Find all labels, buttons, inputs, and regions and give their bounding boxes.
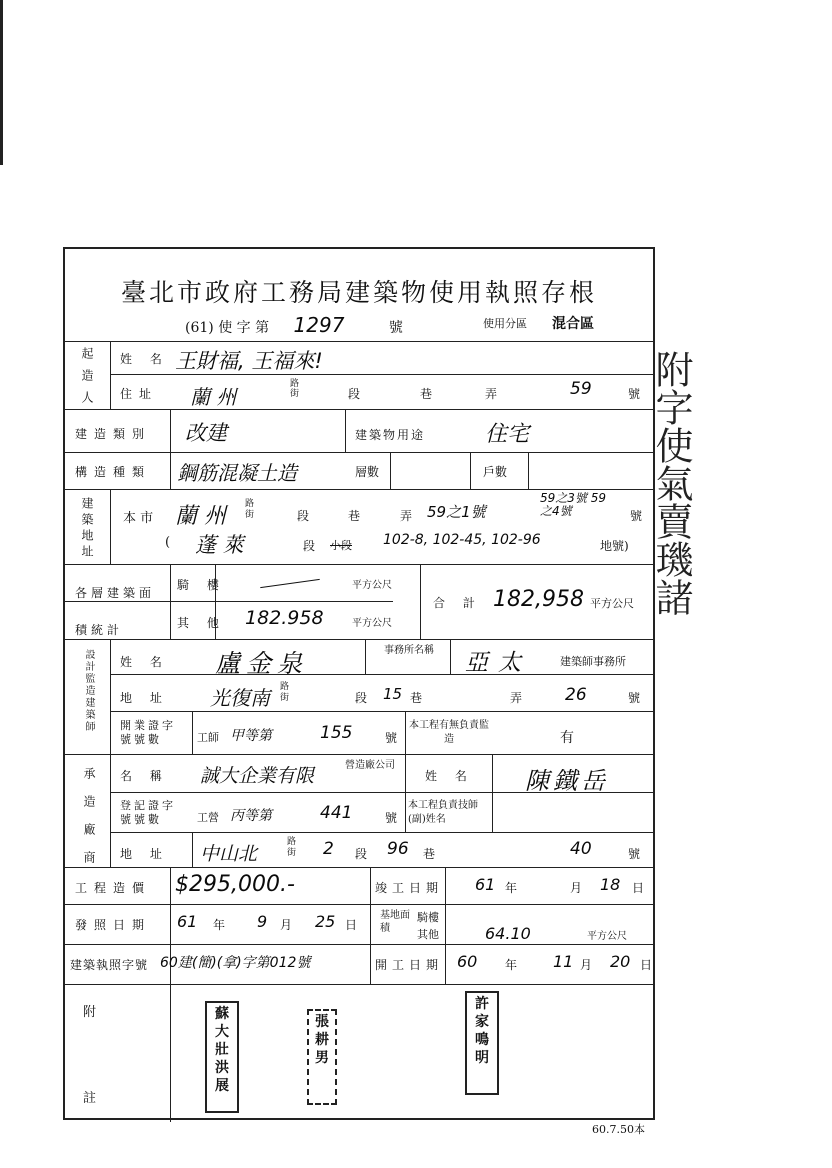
floors-label: 層數 xyxy=(355,465,380,479)
site-no-value-2: 59之3號 59之4號 xyxy=(540,491,606,518)
license-number-row xyxy=(185,313,403,337)
base-other-value: 64.10 xyxy=(485,924,531,943)
base-area-label: 基地面積 xyxy=(380,910,410,934)
contractor-address-label: 地 址 xyxy=(120,847,169,861)
applicant-alley-label: 弄 xyxy=(485,387,498,401)
applicant-name-label: 姓 名 xyxy=(120,352,169,366)
designer-name-value: 盧金泉 xyxy=(215,649,309,678)
contractor-house-no: 40 xyxy=(570,839,592,859)
area-section-label: 各層建築面積統計 xyxy=(75,586,156,637)
start-day-label: 日 xyxy=(640,958,653,972)
base-unit: 平方公尺 xyxy=(587,931,627,942)
cost-value: $295,000.- xyxy=(175,872,295,897)
site-city-label: 本 市 xyxy=(123,511,154,526)
designer-lane-value: 15 xyxy=(383,685,403,703)
contractor-duan-label: 段 xyxy=(355,847,368,861)
designer-lane-label: 段 xyxy=(355,691,368,705)
start-year: 60 xyxy=(457,952,478,971)
area-total-value: 182,958 xyxy=(493,587,584,612)
contractor-reg-grade: 丙等第 xyxy=(230,808,272,824)
area-other-value: 182.958 xyxy=(245,607,324,629)
contractor-reg-label: 登記證字號號數 xyxy=(120,799,176,826)
start-month: 11 xyxy=(553,952,574,971)
designer-office-suffix: 建築師事務所 xyxy=(560,655,626,668)
applicant-no-value: 59 xyxy=(570,379,592,399)
contractor-name-suffix: 營造廠公司 xyxy=(345,760,395,771)
stamp-inspector-2-text: 張耕男 xyxy=(315,1014,329,1066)
contractor-address-value: 中山北 xyxy=(200,843,258,865)
site-lot-label: 地號) xyxy=(600,539,629,553)
contractor-reg-no: 441 xyxy=(320,803,353,823)
designer-no-value: 26 xyxy=(565,685,587,705)
start-month-label: 月 xyxy=(580,958,593,972)
issue-month-label: 月 xyxy=(280,918,293,932)
designer-reg-label: 開業證字號號數 xyxy=(120,719,176,746)
remarks-label-top: 附 xyxy=(83,1005,97,1020)
contractor-name-label: 名 稱 xyxy=(120,769,169,783)
right-margin-fragment: 附字使氣賣璣諸 xyxy=(649,350,693,616)
start-day: 20 xyxy=(610,952,631,971)
designer-address-label: 地 址 xyxy=(120,691,169,705)
contractor-section-label: 承造廠商 xyxy=(82,767,96,879)
contractor-name-value: 誠大企業有限 xyxy=(200,765,315,787)
contractor-person-value: 陳鐵岳 xyxy=(525,767,609,795)
contractor-duan-no: 2 xyxy=(323,839,334,859)
completion-day: 18 xyxy=(600,875,621,894)
stamp-inspector-3-text: 許家鳴明 xyxy=(475,996,489,1066)
permit-value: 60建(簡)(拿)字第012號 xyxy=(160,955,311,971)
households-label: 戶數 xyxy=(483,465,508,479)
applicant-road-label: 路街 xyxy=(290,379,300,399)
applicant-name-value: 王財福, 王福來! xyxy=(175,349,323,373)
area-total-unit: 平方公尺 xyxy=(590,597,634,610)
stamp-inspector-1 xyxy=(205,1001,239,1113)
remarks-label-bottom: 註 xyxy=(83,1091,97,1106)
category-label: 建造類別 xyxy=(75,427,152,441)
completion-year: 61 xyxy=(475,875,496,894)
applicant-section-label: 起造人 xyxy=(80,347,94,413)
license-prefix: (61) 使 字 第 xyxy=(185,320,270,336)
stamp-inspector-2 xyxy=(307,1009,337,1105)
issue-month: 9 xyxy=(257,912,268,931)
form-title: 臺北市政府工務局建築物使用執照存根 xyxy=(120,278,597,307)
designer-office-value: 亞太 xyxy=(465,650,531,676)
structure-label: 構造種類 xyxy=(75,465,152,479)
issue-day-label: 日 xyxy=(345,918,358,932)
site-road-value: 蘭 州 xyxy=(175,504,226,529)
license-form xyxy=(63,247,655,1120)
designer-name-label: 姓 名 xyxy=(120,655,169,669)
designer-section-label: 設計監造建築師 xyxy=(83,649,94,733)
completion-label: 竣工日期 xyxy=(375,881,444,895)
designer-responsible-value: 有 xyxy=(560,730,574,746)
designer-no-prefix: 弄 xyxy=(510,691,523,705)
area-arcade-label: 騎 樓 xyxy=(177,578,226,592)
applicant-lane1-label: 段 xyxy=(348,387,361,401)
completion-month-label: 月 xyxy=(570,881,583,895)
designer-reg-prefix: 工師 xyxy=(197,731,219,744)
applicant-address-value: 蘭 州 xyxy=(190,385,237,409)
site-lane-label: 巷 xyxy=(348,509,361,523)
site-lot-numbers: 102-8, 102-45, 102-96 xyxy=(383,532,541,548)
site-alley-label: 弄 xyxy=(400,509,413,523)
contractor-reg-suffix: 號 xyxy=(385,811,398,825)
structure-value: 鋼筋混凝土造 xyxy=(177,461,297,485)
stamp-inspector-1-text: 蘇大壯 洪展 xyxy=(215,1006,229,1094)
designer-address-value: 光復南 xyxy=(210,686,270,710)
area-arcade-unit: 平方公尺 xyxy=(352,580,392,591)
designer-office-label: 事務所名稱 xyxy=(384,645,434,656)
site-no-label: 號 xyxy=(630,509,643,523)
site-road-label: 路街 xyxy=(245,499,255,520)
area-total-label: 合 計 xyxy=(433,596,482,610)
license-suffix: 號 xyxy=(388,320,403,336)
designer-no-label: 號 xyxy=(628,691,641,705)
site-lot-small-label: 小段 xyxy=(330,539,352,552)
form-code: 60.7.50本 xyxy=(592,1123,645,1136)
completion-year-label: 年 xyxy=(505,881,518,895)
use-value: 住宅 xyxy=(485,422,530,447)
base-arcade-label: 騎樓 xyxy=(417,911,439,924)
area-other-unit: 平方公尺 xyxy=(352,618,392,629)
scan-edge-mark xyxy=(0,0,3,165)
designer-reg-grade: 甲等第 xyxy=(230,728,272,744)
license-number: 1297 xyxy=(293,313,345,337)
completion-day-label: 日 xyxy=(632,881,645,895)
contractor-person-label: 姓 名 xyxy=(425,769,474,783)
zone-label: 使用分區 xyxy=(483,317,527,330)
site-section-label: 建築地址 xyxy=(80,497,94,561)
site-lot-section-value: 蓬 萊 xyxy=(195,533,244,557)
stamp-inspector-3 xyxy=(465,991,499,1095)
start-label: 開工日期 xyxy=(375,958,444,972)
area-other-label: 其 他 xyxy=(177,616,226,630)
permit-label: 建築執照字號 xyxy=(70,958,149,972)
contractor-house-no-label: 號 xyxy=(628,847,641,861)
cost-label: 工程造價 xyxy=(75,881,152,895)
contractor-no-value: 96 xyxy=(387,839,409,859)
site-lot-section-label: 段 xyxy=(303,539,316,553)
issue-label: 發照日期 xyxy=(75,918,152,932)
issue-year: 61 xyxy=(177,912,198,931)
issue-day: 25 xyxy=(315,912,336,931)
designer-xiang-label: 巷 xyxy=(410,691,423,705)
contractor-reg-prefix: 工營 xyxy=(197,811,219,824)
use-label: 建築物用途 xyxy=(355,428,426,442)
site-duan-label: 段 xyxy=(297,509,310,523)
contractor-address-road: 路街 xyxy=(287,837,297,858)
site-lot-open: ( xyxy=(165,535,171,550)
contractor-tech-label: 本工程負責技師(副)姓名 xyxy=(408,800,478,825)
designer-responsible-label: 本工程有無負責監造 xyxy=(409,720,489,745)
zone-value: 混合區 xyxy=(552,316,594,332)
designer-address-road: 路街 xyxy=(280,682,290,703)
designer-reg-no: 155 xyxy=(320,723,353,743)
issue-year-label: 年 xyxy=(213,918,226,932)
category-value: 改建 xyxy=(185,421,227,445)
contractor-lane-label: 巷 xyxy=(423,847,436,861)
start-year-label: 年 xyxy=(505,958,518,972)
site-no-value: 59之1號 xyxy=(427,503,486,521)
arcade-dash xyxy=(260,579,320,588)
applicant-no-label: 號 xyxy=(628,387,641,401)
designer-reg-suffix: 號 xyxy=(385,731,398,745)
base-other-label: 其他 xyxy=(417,928,439,941)
applicant-lane2-label: 巷 xyxy=(420,387,433,401)
applicant-address-label: 住址 xyxy=(120,387,159,401)
